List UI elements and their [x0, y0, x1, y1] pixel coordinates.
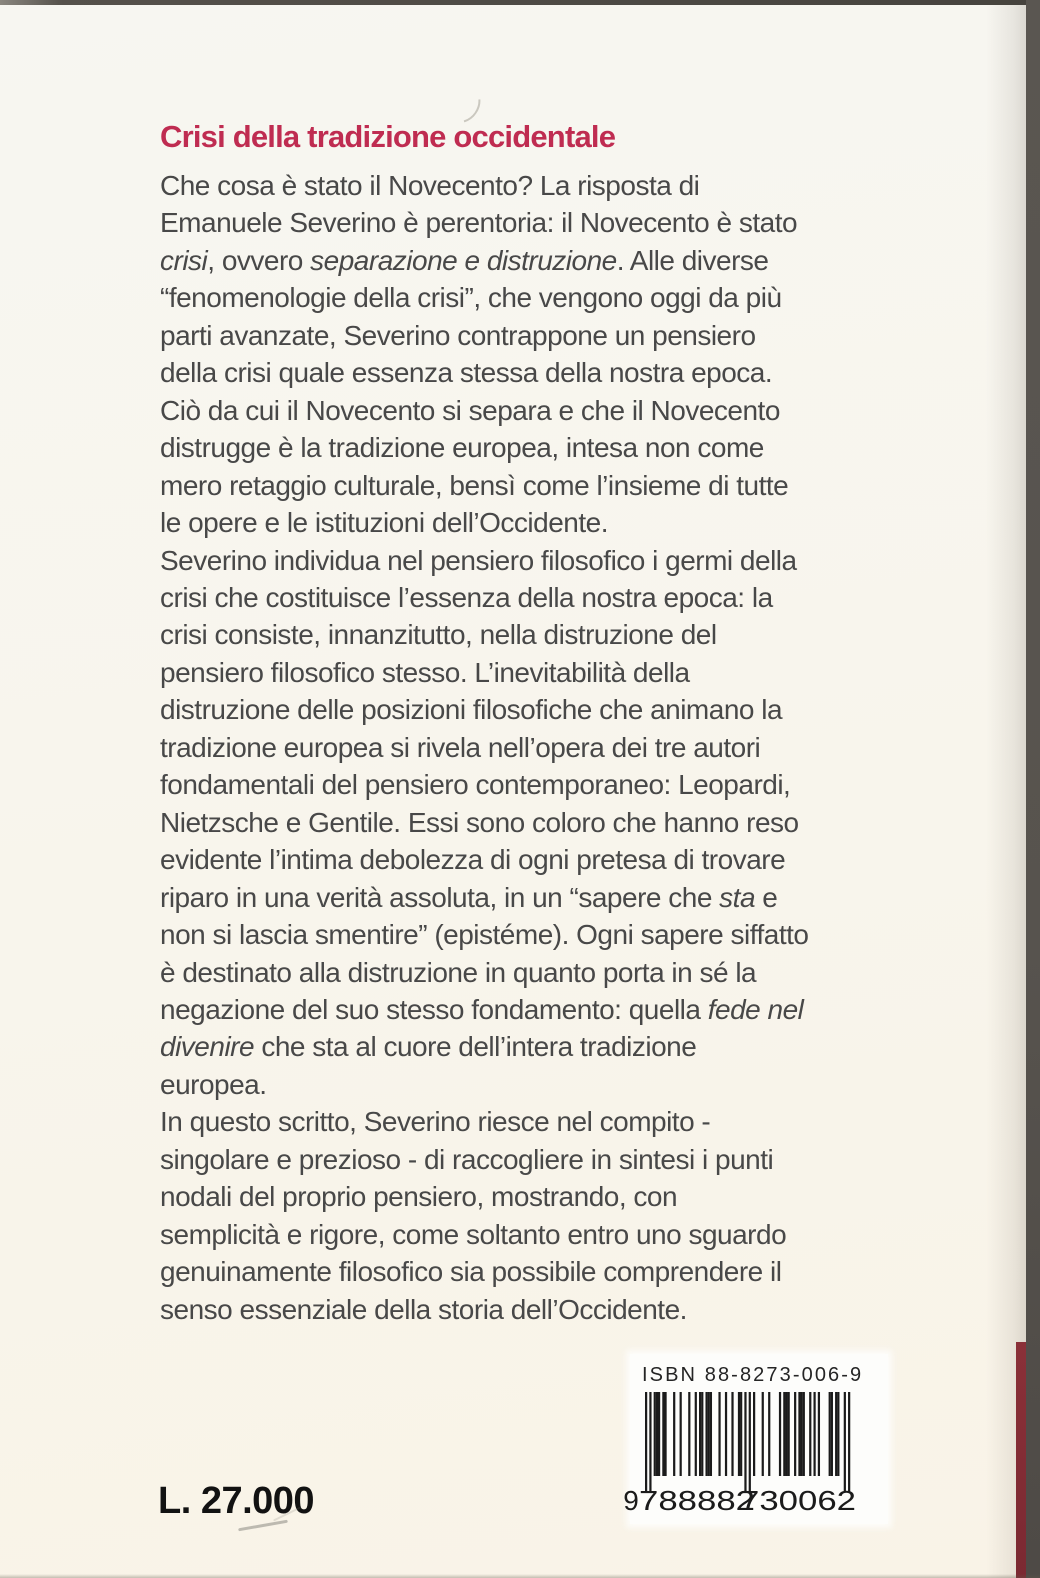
book-title: Crisi della tradizione occidentale: [160, 119, 616, 154]
ean13-barcode: [618, 1388, 858, 1514]
barcode-digits-left: 788882: [639, 1485, 755, 1514]
body-line: tradizione europea si rivela nell’opera dei tre autori: [160, 731, 761, 763]
body-line: Ciò da cui il Novecento si separa e che il Novecento: [160, 394, 780, 426]
body-line: divenire che sta al cuore dell’intera tradizione: [160, 1031, 697, 1063]
body-line: Severino individua nel pensiero filosofico i germi della: [160, 544, 797, 576]
body-line: riparo in una verità assoluta, in un “sapere che sta e: [160, 881, 778, 913]
body-line: pensiero filosofico stesso. L’inevitabilità della: [160, 656, 690, 688]
body-line: Nietzsche e Gentile. Essi sono coloro che hanno reso: [160, 806, 799, 838]
body-line: crisi, ovvero separazione e distruzione. Alle diverse: [160, 244, 769, 276]
body-line: europea.: [160, 1068, 267, 1100]
cover-bottom-edge: [0, 1574, 1040, 1578]
scan-background-edge: [1026, 0, 1040, 1578]
body-line: mero retaggio culturale, bensì come l’insieme di tutte: [160, 469, 789, 501]
body-line: Emanuele Severino è perentoria: il Novecento è stato: [160, 207, 798, 239]
body-line: semplicità e rigore, come soltanto entro uno sguardo: [160, 1218, 787, 1250]
body-line: parti avanzate, Severino contrappone un pensiero: [160, 319, 756, 351]
body-line: In questo scritto, Severino riesce nel compito -: [160, 1106, 711, 1138]
body-line: “fenomenologie della crisi”, che vengono oggi da più: [160, 282, 782, 314]
price-label: L. 27.000: [158, 1480, 315, 1522]
cover-spine-red-edge: [1016, 1342, 1026, 1578]
back-cover-text: [160, 167, 860, 1328]
body-line: non si lascia smentire” (epistéme). Ogni sapere siffatto: [160, 919, 809, 951]
body-line: senso essenziale della storia dell’Occidente.: [160, 1293, 687, 1325]
body-line: Che cosa è stato il Novecento? La risposta di: [160, 170, 700, 201]
barcode-bars: [645, 1392, 850, 1492]
body-line: è destinato alla distruzione in quanto porta in sé la: [160, 956, 757, 988]
body-line: singolare e prezioso - di raccogliere in sintesi i punti: [160, 1143, 774, 1175]
body-line: della crisi quale essenza stessa della nostra epoca.: [160, 357, 773, 389]
barcode-digits-right: 730062: [740, 1485, 856, 1514]
body-line: distruzione delle posizioni filosofiche che animano la: [160, 694, 783, 726]
body-line: evidente l’intima debolezza di ogni pretesa di trovare: [160, 844, 786, 876]
body-line: nodali del proprio pensiero, mostrando, con: [160, 1181, 678, 1213]
body-line: negazione del suo stesso fondamento: quella fede nel: [160, 993, 804, 1025]
body-line: le opere e le istituzioni dell’Occidente.: [160, 507, 608, 539]
body-line: distrugge è la tradizione europea, intesa non come: [160, 432, 764, 464]
isbn-label: ISBN 88-8273-006-9: [642, 1364, 864, 1386]
body-line: genuinamente filosofico sia possibile comprendere il: [160, 1256, 782, 1288]
body-line: crisi che costituisce l’essenza della nostra epoca: la: [160, 581, 773, 613]
barcode-digit-first: 9: [623, 1485, 639, 1514]
body-line: crisi consiste, innanzitutto, nella distruzione del: [160, 619, 717, 651]
cover-top-edge: [0, 0, 1040, 5]
body-line: fondamentali del pensiero contemporaneo: Leopardi,: [160, 769, 791, 801]
